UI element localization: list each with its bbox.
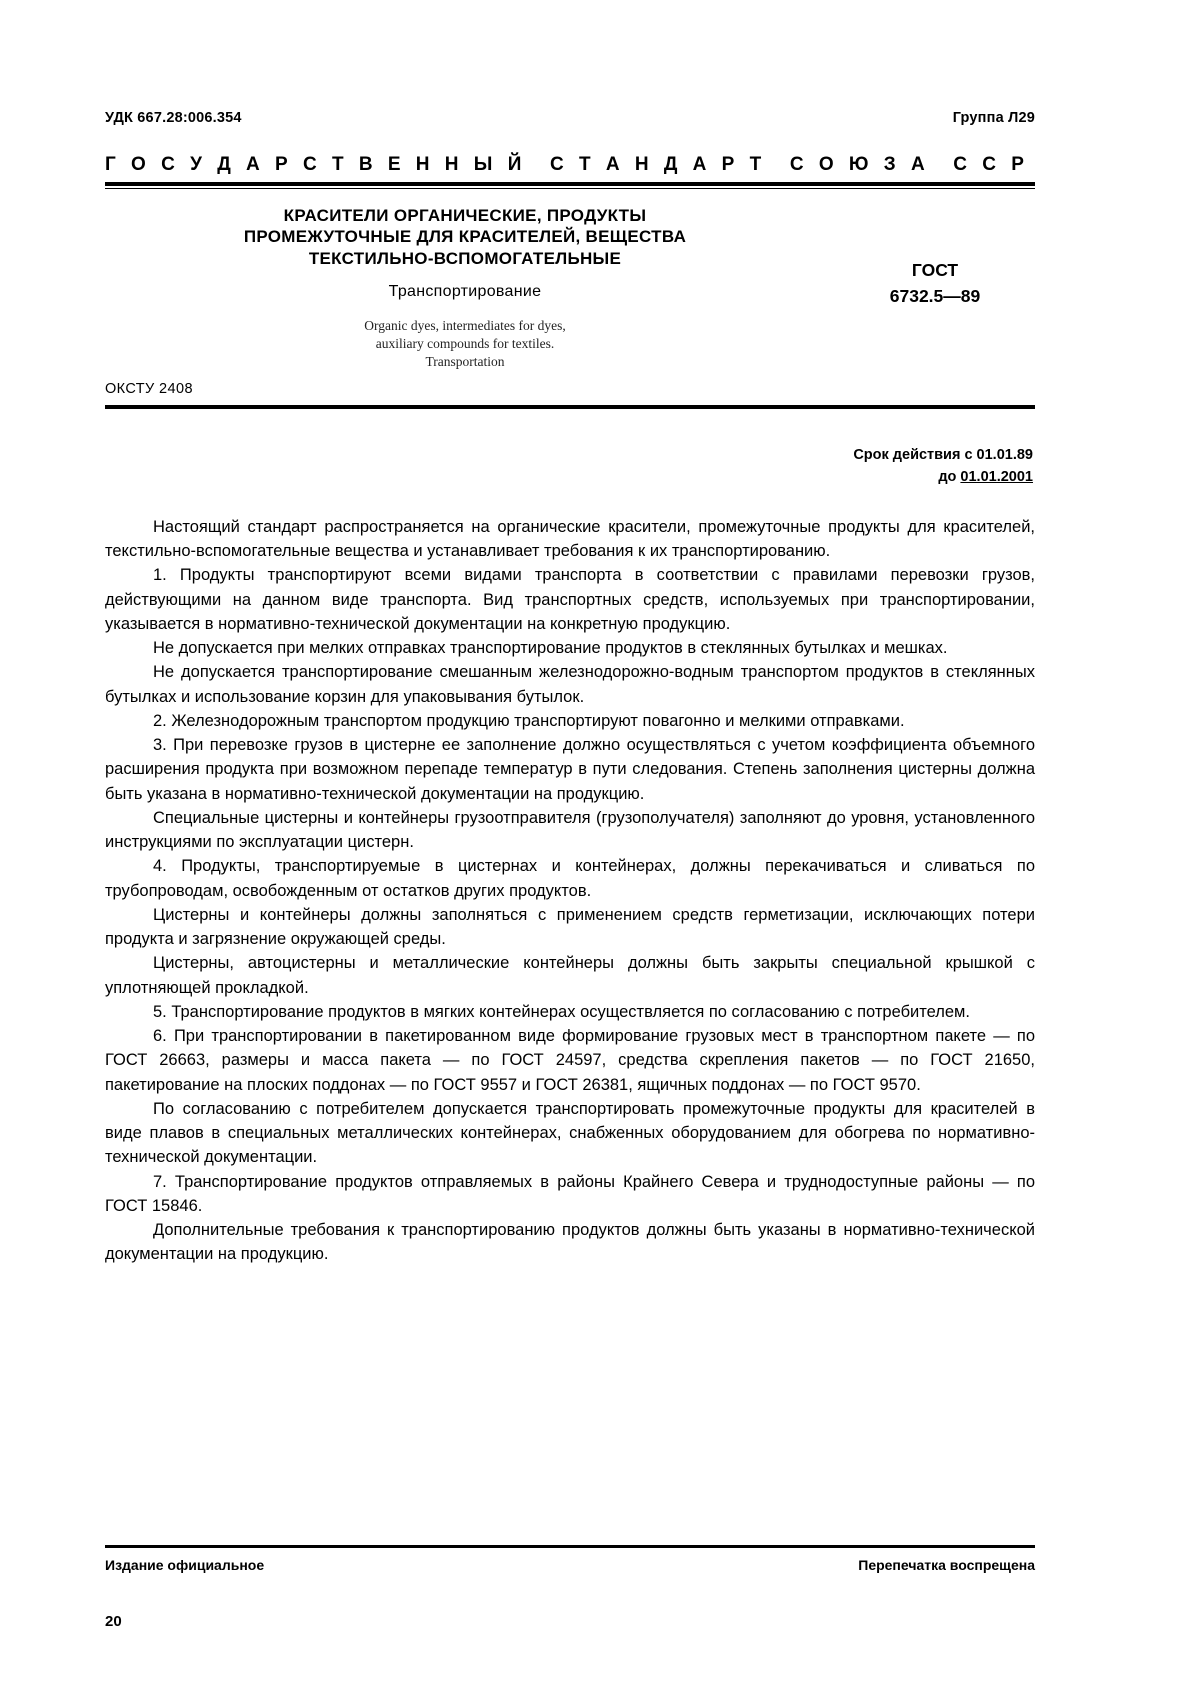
paragraph: 6. При транспортировании в пакетированном виде формирование грузовых мест в транспортном пакете — по ГОСТ 26663, размеры и масса пакета — по ГОСТ 24597, средства скрепления пакетов — по ГОСТ 21650, пакетирование на плоских поддонах — по ГОСТ 9557 и ГОСТ 26381, ящичных поддонах — по ГОСТ 9570. — [105, 1027, 1035, 1094]
paragraph: Цистерны и контейнеры должны заполняться с применением средств герметизации, исключающих потери продукта и загрязнение окружающей среды. — [105, 905, 1035, 949]
paragraph: Специальные цистерны и контейнеры грузоотправителя (грузополучателя) заполняют до уровня, установленного инструкциями по эксплуатации цистерн. — [105, 808, 1035, 852]
english-line-2: auxiliary compounds for textiles. — [375, 335, 555, 351]
banner-word-gosudarstvenny: Г О С У Д А Р С Т В Е Н Н Ы Й — [105, 154, 527, 175]
footer-left-note: Издание официальное — [105, 1557, 265, 1573]
banner-word-standart: С Т А Н Д А Р Т — [549, 154, 767, 175]
page-content — [105, 110, 1035, 1267]
document-title — [115, 205, 815, 269]
validity-block — [105, 445, 1035, 489]
paragraph: Не допускается при мелких отправках транспортирование продуктов в стеклянных бутылках и мешках. — [153, 639, 948, 658]
body-text — [105, 515, 1035, 1267]
paragraph: Настоящий стандарт распространяется на органические красители, промежуточные продукты для красителей, текстильно-вспомогательные вещества и устанавливает требования к их транспортированию. — [105, 517, 1035, 561]
udk-code: УДК 667.28:006.354 — [105, 110, 242, 126]
title-line-3: ТЕКСТИЛЬНО-ВСПОМОГАТЕЛЬНЫЕ — [308, 248, 622, 268]
paragraph: Цистерны, автоцистерны и металлические контейнеры должны быть закрыты специальной крышкой с уплотняющей прокладкой. — [105, 954, 1035, 997]
english-title — [115, 317, 815, 372]
english-line-3: Transportation — [425, 354, 505, 370]
divider-top-thin — [105, 188, 1035, 189]
okstu-code: ОКСТУ 2408 — [105, 381, 193, 398]
paragraph: Дополнительные требования к транспортированию продуктов должны быть указаны в нормативно-технической документации на продукцию. — [105, 1221, 1035, 1264]
title-block — [105, 205, 1035, 397]
footer-right-note: Перепечатка воспрещена — [858, 1557, 1035, 1573]
standard-label: ГОСТ — [911, 260, 959, 280]
validity-from: Срок действия с 01.01.89 — [853, 447, 1033, 464]
header-row — [105, 110, 1035, 126]
page-number: 20 — [105, 1613, 122, 1630]
standard-designation — [835, 257, 1035, 310]
banner-word-soyuza: С О Ю З А — [789, 154, 930, 175]
title-line-2: ПРОМЕЖУТОЧНЫЕ ДЛЯ КРАСИТЕЛЕЙ, ВЕЩЕСТВА — [243, 227, 687, 247]
group-code: Группа Л29 — [952, 110, 1035, 126]
title-center — [115, 205, 815, 371]
paragraph: 2. Железнодорожным транспортом продукцию транспортируют повагонно и мелкими отправками. — [153, 711, 905, 730]
paragraph: 1. Продукты транспортируют всеми видами транспорта в соответствии с правилами перевозки грузов, действующими на данном виде транспорта. Вид транспортных средств, используемых при транспортировании, указывается в нормативно-технической документации на конкретную продукцию. — [105, 566, 1035, 633]
page-footer — [105, 1545, 1035, 1573]
divider-title-bottom — [105, 405, 1035, 409]
paragraph: Не допускается транспортирование смешанным железнодорожно-водным транспортом продуктов в стеклянных бутылках и использование корзин для упаковывания бутылок. — [105, 663, 1035, 706]
title-line-1: КРАСИТЕЛИ ОРГАНИЧЕСКИЕ, ПРОДУКТЫ — [283, 206, 647, 225]
standard-number: 6732.5—89 — [889, 286, 981, 307]
validity-to-prefix: до — [938, 469, 957, 486]
banner-word-ssr: С С Р — [953, 154, 1029, 175]
footer-row — [105, 1557, 1035, 1573]
paragraph: По согласованию с потребителем допускается транспортировать промежуточные продукты для красителей в виде плавов в специальных металлических контейнерах, снабженных оборудованием для обогрева по нормативно-технической документации. — [105, 1099, 1035, 1167]
standard-banner — [105, 154, 1035, 176]
paragraph: 3. При перевозке грузов в цистерне ее заполнение должно осуществляться с учетом коэффициента объемного расширения продукта при возможном перепаде температур в пути следования. Степень заполнения цистерны должна быть указана в нормативно-технической документации на продукцию. — [105, 736, 1035, 803]
validity-to-row — [105, 467, 1033, 489]
document-subtitle: Транспортирование — [388, 282, 542, 300]
paragraph: 5. Транспортирование продуктов в мягких контейнерах осуществляется по согласованию с потребителем. — [153, 1002, 970, 1021]
english-line-1: Organic dyes, intermediates for dyes, — [364, 317, 566, 333]
paragraph: 4. Продукты, транспортируемые в цистернах и контейнерах, должны перекачиваться и сливаться по трубопроводам, освобожденным от остатков других продуктов. — [105, 857, 1035, 900]
divider-footer — [105, 1545, 1035, 1548]
divider-top-thick — [105, 182, 1035, 186]
validity-to-date: 01.01.2001 — [960, 469, 1033, 486]
paragraph: 7. Транспортирование продуктов отправляемых в районы Крайнего Севера и труднодоступные районы — по ГОСТ 15846. — [105, 1172, 1035, 1215]
